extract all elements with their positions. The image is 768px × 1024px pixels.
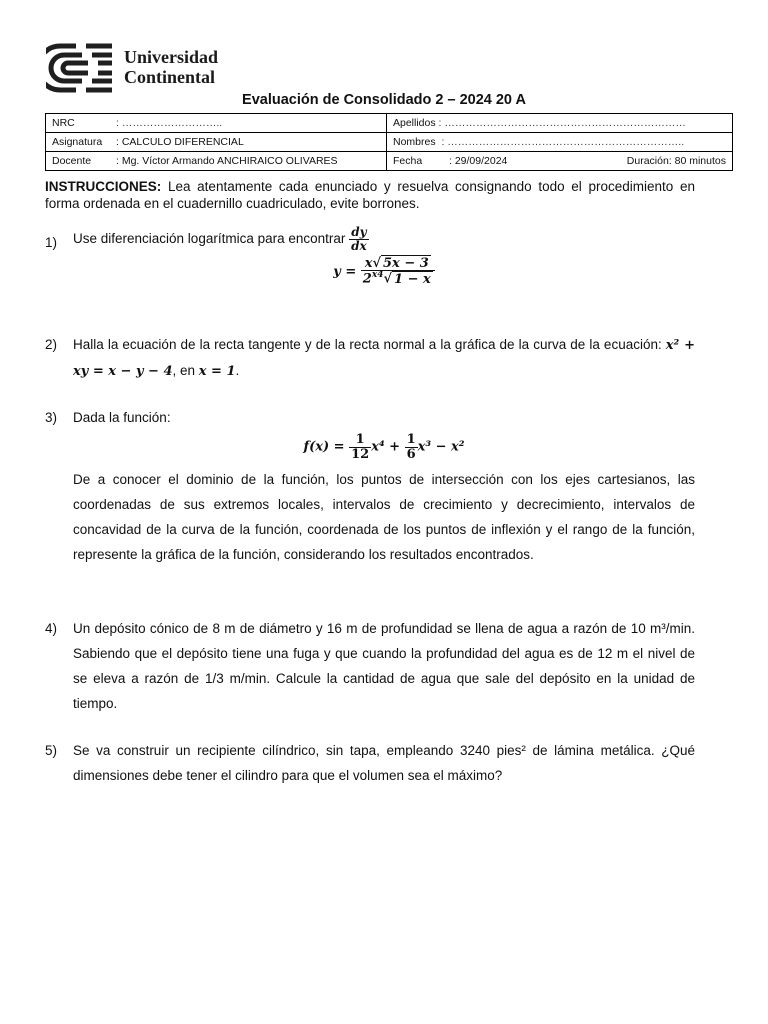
nombres-field[interactable]: : …………………………………………………………..: [441, 136, 685, 148]
instructions: [45, 178, 695, 212]
logo-wordmark: [124, 47, 218, 87]
logo-line2: Continental: [124, 67, 216, 87]
question-text: Dada la función:: [73, 410, 171, 425]
denominator-exponent: x: [371, 270, 378, 281]
duracion-value: Duración: 80 minutos: [626, 155, 726, 167]
student-info-table: [45, 113, 733, 171]
logo-line1: Universidad: [124, 47, 219, 67]
fecha-label: Fecha: [393, 155, 423, 167]
question-text: Se va construir un recipiente cilíndrico, sin tapa, empleando 3240 pies² de lámina metálica. ¿Qué dimensiones debe tener el cilindro para que el volumen sea el máximo?: [73, 743, 695, 783]
nrc-field[interactable]: : ………………………..: [116, 117, 223, 129]
question-text: Halla la ecuación de la recta tangente y de la recta normal a la gráfica de la curva de la ecuación:: [73, 337, 666, 352]
fraction-numerator: dy: [349, 226, 369, 240]
point-condition: x = 1: [198, 364, 236, 379]
question-number: 5): [45, 743, 58, 758]
question-1: [45, 226, 695, 286]
fraction-numerator: 1: [349, 433, 371, 448]
radicand: 1 − x: [394, 271, 431, 287]
question-number: 3): [45, 410, 58, 425]
nombres-label: Nombres: [393, 136, 436, 148]
question-text: Use diferenciación logarítmica para encontrar: [73, 231, 350, 246]
question-4: [45, 616, 695, 716]
instructions-label: INSTRUCCIONES:: [45, 179, 162, 194]
question-number: 2): [45, 337, 58, 352]
fraction-numerator: 1: [406, 432, 416, 447]
asignatura-label: Asignatura: [52, 136, 103, 148]
question-number: 4): [45, 621, 58, 636]
fecha-value: : 29/09/2024: [449, 155, 508, 167]
function-equation: [73, 433, 695, 461]
equation-fraction: [361, 257, 435, 287]
asignatura-cell: [46, 133, 387, 152]
fraction-numerator: x√ 5x − 3: [361, 257, 435, 272]
nrc-label: NRC: [52, 117, 75, 129]
question-text-end: .: [235, 363, 240, 378]
equation: x² + xy = x − y − 4: [73, 338, 695, 379]
docente-value: : Mg. Víctor Armando ANCHIRAICO OLIVARES: [116, 155, 338, 167]
question-instructions: De a conocer el dominio de la función, los puntos de intersección con los ejes cartesianos, las coordenadas de sus extremos locales, intervalos de crecimiento y decrecimiento, intervalos de concavidad de la curva de la función, coordenada de los puntos de inflexión y el rango de la función, represente la gráfica de la función, considerando los resultados encontrados.: [73, 472, 695, 563]
term-2: x³ − x²: [417, 439, 465, 455]
document-title: Evaluación de Consolidado 2 – 2024 20 A: [242, 92, 526, 108]
dy-dx-fraction: [349, 226, 369, 252]
radicand: 5x − 3: [383, 255, 429, 271]
term-1: x⁴ +: [371, 439, 401, 455]
apellidos-label: Apellidos: [393, 117, 436, 129]
instructions-text: Lea atentamente cada enunciado y resuelva consignando todo el procedimiento en forma ordenada en el cuadernillo cuadriculado, evite borrones.: [45, 179, 695, 211]
coefficient-2: [405, 433, 418, 461]
apellidos-cell: [387, 114, 733, 133]
asignatura-value: : CALCULO DIFERENCIAL: [116, 136, 244, 148]
question-number: 1): [45, 235, 58, 250]
university-logo: [46, 42, 246, 94]
fraction-denominator: $2^{x4}√$ 1 − x: [362, 270, 431, 287]
apellidos-field[interactable]: : ……………………………………………………………: [438, 117, 686, 129]
equation-lhs: y =: [333, 263, 357, 279]
numerator-x: x: [364, 255, 373, 271]
equation-1: [73, 257, 695, 287]
nombres-cell: [387, 133, 733, 152]
docente-cell: [46, 152, 387, 171]
fraction-denominator: 12: [351, 446, 370, 462]
denominator-base: 2: [362, 271, 372, 287]
fecha-cell: [387, 152, 733, 171]
docente-label: Docente: [52, 155, 92, 167]
coefficient-1: [349, 433, 371, 461]
function-lhs: f(x) =: [303, 439, 345, 455]
root-index: 4: [377, 270, 384, 281]
question-3: [45, 405, 695, 567]
fraction-denominator: 6: [406, 446, 416, 462]
question-2: [45, 332, 695, 384]
question-text-mid: , en: [172, 363, 199, 378]
continental-logo-icon: [46, 42, 116, 94]
nrc-cell: [46, 114, 387, 133]
fraction-denominator: dx: [351, 238, 367, 253]
question-text: Un depósito cónico de 8 m de diámetro y 16 m de profundidad se llena de agua a razón de 10 m³/min. Sabiendo que el depósito tiene una fuga y que cuando la profundidad del agua es de 12 m el nivel de se eleva a razón de 1/3 m/min. Calcule la cantidad de agua que sale del depósito en la unidad de tiempo.: [73, 621, 695, 711]
question-5: [45, 738, 695, 788]
